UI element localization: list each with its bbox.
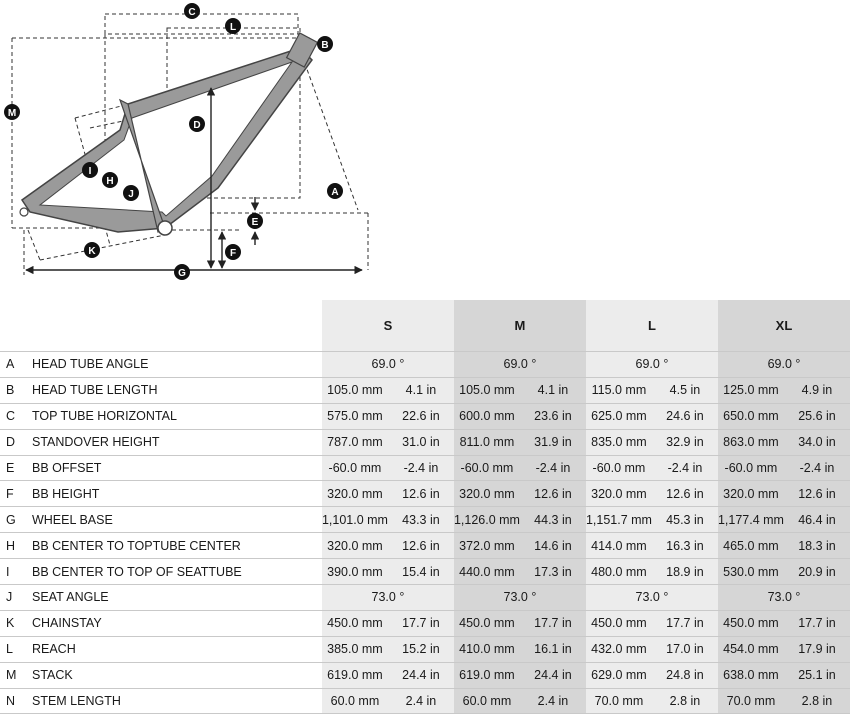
mm-value: 70.0 mm — [718, 688, 784, 714]
inch-value: -2.4 in — [520, 455, 586, 481]
mm-value: 115.0 mm — [586, 377, 652, 403]
row-letter: H — [0, 533, 32, 559]
size-header-m: M — [454, 300, 586, 352]
mm-value: 600.0 mm — [454, 403, 520, 429]
callout-a-label: A — [331, 187, 339, 198]
row-label: STEM LENGTH — [32, 688, 322, 714]
mm-value: 638.0 mm — [718, 662, 784, 688]
frame-geometry-diagram — [0, 0, 850, 300]
mm-value: 320.0 mm — [322, 481, 388, 507]
inch-value: 12.6 in — [520, 481, 586, 507]
inch-value: 43.3 in — [388, 507, 454, 533]
inch-value: 34.0 in — [784, 429, 850, 455]
inch-value: 20.9 in — [784, 559, 850, 585]
callout-a — [327, 183, 343, 199]
inch-value: 17.3 in — [520, 559, 586, 585]
inch-value: 46.4 in — [784, 507, 850, 533]
mm-value: 450.0 mm — [322, 610, 388, 636]
table-row — [0, 352, 850, 378]
callout-d — [189, 116, 205, 132]
inch-value: 4.9 in — [784, 377, 850, 403]
row-label: WHEEL BASE — [32, 507, 322, 533]
table-row — [0, 533, 850, 559]
row-label: BB OFFSET — [32, 455, 322, 481]
inch-value: 24.4 in — [388, 662, 454, 688]
callout-b — [317, 36, 333, 52]
mm-value: 432.0 mm — [586, 636, 652, 662]
row-label: TOP TUBE HORIZONTAL — [32, 403, 322, 429]
row-letter: L — [0, 636, 32, 662]
callout-j-label: J — [128, 189, 134, 200]
mm-value: 414.0 mm — [586, 533, 652, 559]
inch-value: 17.7 in — [652, 610, 718, 636]
table-row — [0, 636, 850, 662]
size-header-l: L — [586, 300, 718, 352]
table-row — [0, 429, 850, 455]
callout-j — [123, 185, 139, 201]
inch-value: 15.2 in — [388, 636, 454, 662]
mm-value: 125.0 mm — [718, 377, 784, 403]
row-letter: C — [0, 403, 32, 429]
row-label: SEAT ANGLE — [32, 585, 322, 611]
mm-value: -60.0 mm — [322, 455, 388, 481]
inch-value: 31.9 in — [520, 429, 586, 455]
row-label: REACH — [32, 636, 322, 662]
angle-value: 73.0 ° — [322, 585, 454, 611]
mm-value: 863.0 mm — [718, 429, 784, 455]
size-header-xl: XL — [718, 300, 850, 352]
callout-h-label: H — [106, 176, 114, 187]
mm-value: 60.0 mm — [322, 688, 388, 714]
mm-value: 619.0 mm — [322, 662, 388, 688]
mm-value: 480.0 mm — [586, 559, 652, 585]
inch-value: 2.4 in — [388, 688, 454, 714]
mm-value: 450.0 mm — [586, 610, 652, 636]
inch-value: 16.1 in — [520, 636, 586, 662]
inch-value: 31.0 in — [388, 429, 454, 455]
inch-value: 25.6 in — [784, 403, 850, 429]
mm-value: -60.0 mm — [454, 455, 520, 481]
inch-value: 4.5 in — [652, 377, 718, 403]
mm-value: 465.0 mm — [718, 533, 784, 559]
mm-value: 454.0 mm — [718, 636, 784, 662]
row-label: BB HEIGHT — [32, 481, 322, 507]
inch-value: 12.6 in — [388, 533, 454, 559]
callout-l-label: L — [229, 22, 237, 33]
inch-value: 23.6 in — [520, 403, 586, 429]
mm-value: 575.0 mm — [322, 403, 388, 429]
row-label: HEAD TUBE LENGTH — [32, 377, 322, 403]
header-spacer — [0, 300, 322, 352]
inch-value: 15.4 in — [388, 559, 454, 585]
callout-g-label: G — [178, 268, 186, 279]
mm-value: -60.0 mm — [586, 455, 652, 481]
mm-value: 450.0 mm — [454, 610, 520, 636]
table-row — [0, 455, 850, 481]
callout-k-label: K — [88, 246, 96, 257]
angle-value: 73.0 ° — [718, 585, 850, 611]
callout-c-label: C — [188, 7, 196, 18]
row-letter: E — [0, 455, 32, 481]
mm-value: 1,151.7 mm — [586, 507, 652, 533]
row-letter: N — [0, 688, 32, 714]
mm-value: 320.0 mm — [718, 481, 784, 507]
callout-i — [82, 162, 98, 178]
mm-value: 1,101.0 mm — [322, 507, 388, 533]
row-letter: I — [0, 559, 32, 585]
angle-value: 69.0 ° — [454, 352, 586, 378]
inch-value: -2.4 in — [388, 455, 454, 481]
row-letter: G — [0, 507, 32, 533]
angle-value: 69.0 ° — [718, 352, 850, 378]
callout-f-label: F — [229, 248, 237, 259]
table-row — [0, 688, 850, 714]
inch-value: 17.7 in — [520, 610, 586, 636]
inch-value: 12.6 in — [652, 481, 718, 507]
row-letter: D — [0, 429, 32, 455]
mm-value: 440.0 mm — [454, 559, 520, 585]
inch-value: 14.6 in — [520, 533, 586, 559]
table-header-row — [0, 300, 850, 352]
inch-value: 45.3 in — [652, 507, 718, 533]
row-label: STACK — [32, 662, 322, 688]
callout-e — [247, 213, 263, 229]
mm-value: 1,126.0 mm — [454, 507, 520, 533]
inch-value: 18.9 in — [652, 559, 718, 585]
angle-value: 73.0 ° — [586, 585, 718, 611]
mm-value: 105.0 mm — [322, 377, 388, 403]
angle-value: 69.0 ° — [586, 352, 718, 378]
table-row — [0, 559, 850, 585]
mm-value: 787.0 mm — [322, 429, 388, 455]
callout-h — [102, 172, 118, 188]
mm-value: 410.0 mm — [454, 636, 520, 662]
mm-value: 625.0 mm — [586, 403, 652, 429]
callout-i-label: I — [88, 166, 92, 177]
callout-f — [225, 244, 241, 260]
mm-value: 530.0 mm — [718, 559, 784, 585]
mm-value: 105.0 mm — [454, 377, 520, 403]
inch-value: 4.1 in — [520, 377, 586, 403]
callout-c — [184, 3, 200, 19]
mm-value: 629.0 mm — [586, 662, 652, 688]
mm-value: 1,177.4 mm — [718, 507, 784, 533]
callout-k — [84, 242, 100, 258]
inch-value: 12.6 in — [388, 481, 454, 507]
callout-g — [174, 264, 190, 280]
mm-value: 70.0 mm — [586, 688, 652, 714]
bike-frame — [20, 33, 317, 235]
callout-m — [4, 104, 20, 120]
row-label: BB CENTER TO TOPTUBE CENTER — [32, 533, 322, 559]
row-letter: F — [0, 481, 32, 507]
inch-value: 17.0 in — [652, 636, 718, 662]
table-row — [0, 481, 850, 507]
mm-value: 60.0 mm — [454, 688, 520, 714]
table-row — [0, 403, 850, 429]
callout-e-label: E — [251, 217, 259, 228]
table-row — [0, 507, 850, 533]
inch-value: 24.6 in — [652, 403, 718, 429]
callout-d-label: D — [193, 120, 201, 131]
inch-value: 17.7 in — [784, 610, 850, 636]
row-label: STANDOVER HEIGHT — [32, 429, 322, 455]
inch-value: 16.3 in — [652, 533, 718, 559]
mm-value: 835.0 mm — [586, 429, 652, 455]
inch-value: 17.7 in — [388, 610, 454, 636]
inch-value: -2.4 in — [784, 455, 850, 481]
callout-b-label: B — [321, 40, 329, 51]
inch-value: 17.9 in — [784, 636, 850, 662]
inch-value: 25.1 in — [784, 662, 850, 688]
angle-value: 69.0 ° — [322, 352, 454, 378]
inch-value: 24.8 in — [652, 662, 718, 688]
row-letter: A — [0, 352, 32, 378]
row-letter: K — [0, 610, 32, 636]
size-header-s: S — [322, 300, 454, 352]
callout-l — [225, 18, 241, 34]
mm-value: 619.0 mm — [454, 662, 520, 688]
row-letter: J — [0, 585, 32, 611]
mm-value: 385.0 mm — [322, 636, 388, 662]
callout-m-label: M — [7, 108, 17, 119]
table-row — [0, 585, 850, 611]
table-row — [0, 610, 850, 636]
mm-value: 450.0 mm — [718, 610, 784, 636]
inch-value: 2.8 in — [652, 688, 718, 714]
inch-value: -2.4 in — [652, 455, 718, 481]
inch-value: 32.9 in — [652, 429, 718, 455]
inch-value: 2.4 in — [520, 688, 586, 714]
table-row — [0, 377, 850, 403]
mm-value: 320.0 mm — [322, 533, 388, 559]
mm-value: 650.0 mm — [718, 403, 784, 429]
angle-value: 73.0 ° — [454, 585, 586, 611]
row-label: HEAD TUBE ANGLE — [32, 352, 322, 378]
mm-value: 320.0 mm — [454, 481, 520, 507]
mm-value: 811.0 mm — [454, 429, 520, 455]
inch-value: 24.4 in — [520, 662, 586, 688]
inch-value: 22.6 in — [388, 403, 454, 429]
table-row — [0, 662, 850, 688]
geometry-table — [0, 300, 850, 714]
inch-value: 12.6 in — [784, 481, 850, 507]
mm-value: -60.0 mm — [718, 455, 784, 481]
row-label: CHAINSTAY — [32, 610, 322, 636]
mm-value: 372.0 mm — [454, 533, 520, 559]
mm-value: 390.0 mm — [322, 559, 388, 585]
inch-value: 18.3 in — [784, 533, 850, 559]
row-letter: M — [0, 662, 32, 688]
inch-value: 2.8 in — [784, 688, 850, 714]
inch-value: 44.3 in — [520, 507, 586, 533]
row-letter: B — [0, 377, 32, 403]
inch-value: 4.1 in — [388, 377, 454, 403]
mm-value: 320.0 mm — [586, 481, 652, 507]
row-label: BB CENTER TO TOP OF SEATTUBE — [32, 559, 322, 585]
